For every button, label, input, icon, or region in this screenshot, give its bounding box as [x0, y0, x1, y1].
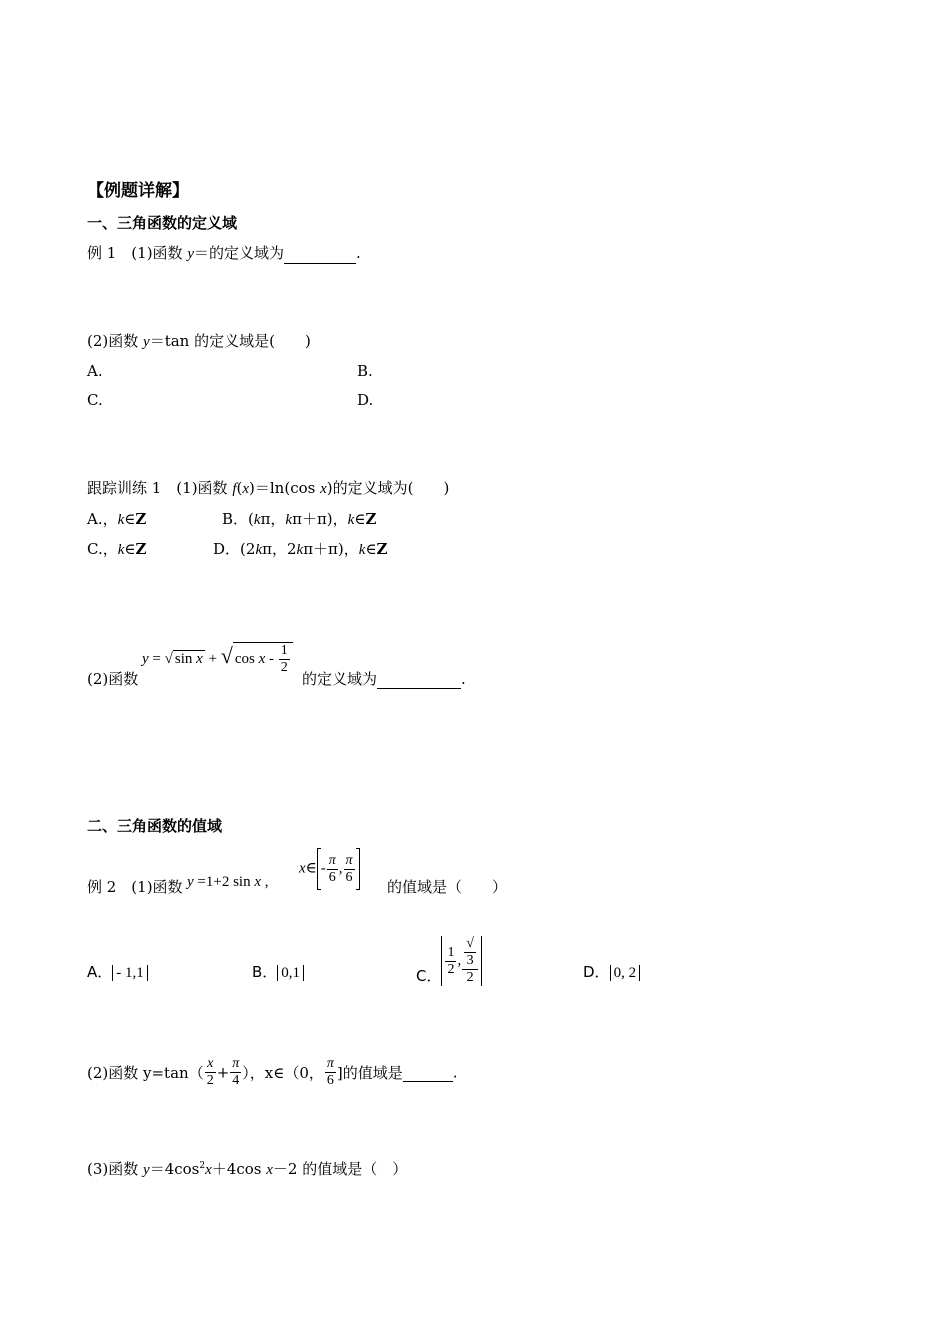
ex2-1-in: ∈	[305, 860, 317, 877]
sqrt-cos	[233, 642, 293, 676]
ex2-d-val: 0, 2	[610, 965, 641, 981]
ex2-2-frac2	[230, 1056, 241, 1089]
ex1-2-option-c: C.	[87, 391, 103, 409]
ex2-2-end: .	[452, 1063, 458, 1082]
tr1-option-d	[213, 539, 388, 560]
tr1-2-sin: sin	[174, 650, 197, 667]
tr1-a-z: Z	[135, 510, 147, 528]
ex2-c-num1: 1	[447, 944, 455, 960]
ex1-1-prefix: 例 1 (1)函数	[87, 244, 188, 262]
ex2-1-eq: =1+2 sin	[193, 874, 255, 890]
example-1-part-1	[87, 243, 361, 264]
ex2-2-pi2: π	[326, 1056, 334, 1071]
ex2-2-plus: +	[216, 1063, 230, 1082]
ex2-2-suffix: ]的值域是	[336, 1064, 403, 1082]
ex1-1-var: y	[187, 246, 194, 262]
ex2-1-options	[0, 936, 950, 996]
ex2-2-frac1	[205, 1056, 216, 1089]
ex2-1-func	[187, 874, 269, 891]
ex2-a-label: A．	[87, 963, 113, 981]
tr1-2-end: .	[461, 670, 466, 688]
ex2-1-y: y	[187, 874, 194, 890]
sqrt-icon: √	[164, 650, 173, 667]
tr1-2-y: y	[142, 650, 149, 667]
example-1-part-2	[87, 331, 311, 352]
tr1-c-in: ∈	[124, 540, 136, 558]
section-2-title: 二、三角函数的值域	[87, 817, 223, 835]
answer-blank-3	[403, 1063, 453, 1082]
tr1-d-end: π＋π)，	[303, 540, 359, 558]
ex2-1-six2: 6	[345, 869, 353, 885]
ex2-1-frac1	[327, 853, 338, 886]
tr1-2-cos: cos	[234, 650, 259, 667]
ex2-c-root: 3	[464, 952, 476, 969]
ex2-3-b: ＋4cos	[211, 1160, 267, 1178]
ex2-a-val: - 1,1	[112, 965, 148, 981]
tr1-option-a	[87, 509, 146, 530]
tr1-option-b	[222, 509, 376, 530]
ex2-1-x2: x	[299, 860, 306, 877]
ex2-1-neg: -	[320, 860, 326, 877]
ex2-b-label: B．	[252, 963, 278, 981]
ex2-1-suffix: 的值域是（ ）	[387, 878, 508, 896]
tr1-c-k: k	[117, 542, 125, 558]
tr1-1-prefix: 跟踪训练 1 (1)函数	[87, 479, 233, 497]
ex2-2-two: 2	[206, 1073, 214, 1088]
ex2-2-frac3	[325, 1056, 336, 1089]
frac-den: 2	[280, 660, 288, 675]
ex2-c-den2: 2	[466, 970, 474, 985]
tr1-1-x: x	[242, 481, 250, 497]
ex2-opt-c	[416, 936, 482, 986]
tr1-c-z: Z	[135, 540, 147, 558]
tr1-d-k1: k	[255, 542, 263, 558]
ex2-c-val	[441, 936, 481, 986]
ex2-2-four: 4	[232, 1073, 240, 1088]
tr1-1-end: )的定义域为( )	[326, 479, 450, 497]
tr1-b-label: B．(	[222, 510, 254, 528]
tr1-d-z: Z	[376, 540, 388, 558]
ex2-2-six: 6	[326, 1073, 334, 1088]
ex2-3-a: ＝4cos	[149, 1160, 200, 1178]
tr1-2-eq: =	[148, 650, 165, 667]
answer-blank	[284, 243, 356, 264]
tr1-a-k: k	[117, 512, 125, 528]
ex2-d-label: D．	[583, 963, 610, 981]
ex2-3-x: x	[205, 1162, 212, 1178]
tr1-a-label: A.，	[87, 510, 118, 528]
ex2-2-prefix: (2)函数 y=tan（	[87, 1064, 204, 1082]
fraction-half	[279, 643, 290, 676]
right-bracket-icon	[356, 848, 360, 890]
ex2-c-frac2	[462, 936, 478, 986]
tr1-1-mid: )＝ln(cos	[249, 479, 321, 497]
tr1-d-k3: k	[358, 542, 366, 558]
ex2-3-y: y	[143, 1162, 150, 1178]
tr1-b-k1: k	[253, 512, 261, 528]
tr1-b-k3: k	[347, 512, 355, 528]
section-header: 【例题详解】	[87, 181, 189, 201]
section-1-title: 一、三角函数的定义域	[87, 214, 238, 232]
sqrt-icon-2: √	[220, 642, 233, 668]
ex2-c-sep: ,	[457, 952, 462, 969]
ex2-2-mid: ），x∈（0，	[242, 1064, 324, 1082]
ex2-1-domain	[299, 848, 360, 890]
tr1-d-mid: π，2	[262, 540, 297, 558]
ex1-2-option-a: A.	[87, 362, 103, 380]
tr1-2-x: x	[196, 650, 203, 667]
ex1-1-end: .	[356, 244, 361, 262]
sqrt-icon-3: √	[466, 936, 474, 951]
ex2-c-num2	[462, 936, 478, 970]
ex2-opt-b	[252, 962, 304, 983]
tr1-2-suffix-wrap	[302, 668, 466, 689]
tr1-2-plus: +	[204, 650, 221, 667]
ex2-1-frac2	[344, 853, 355, 886]
tr1-b-k2: k	[285, 512, 293, 528]
tr1-d-in: ∈	[365, 540, 377, 558]
tr1-2-x2: x	[258, 650, 266, 667]
ex2-opt-d	[583, 962, 640, 983]
ex2-3-c: －2 的值域是（ ）	[272, 1160, 408, 1178]
ex2-opt-a	[87, 962, 148, 983]
tr1-2-suffix: 的定义域为	[302, 670, 378, 688]
ex2-3-sup: 2	[199, 1161, 206, 1171]
answer-blank-2	[377, 670, 461, 689]
ex2-1-pi1: π	[328, 852, 336, 868]
ex1-2-text: ＝tan 的定义域是( )	[149, 332, 311, 350]
tr1-2-minus: -	[265, 650, 278, 667]
tr1-2-prefix: (2)函数	[87, 670, 139, 688]
tr1-1-f: f	[232, 481, 237, 497]
ex2-1-comma: ,	[261, 874, 269, 890]
tr1-b-end: π＋π)，	[292, 510, 348, 528]
sqrt-sin	[173, 650, 205, 668]
tr1-b-mid: π，	[260, 510, 286, 528]
ex2-3-x2: x	[266, 1162, 273, 1178]
ex2-1-prefix: 例 2 (1)函数	[87, 878, 183, 896]
ex2-b-val: 0,1	[277, 965, 304, 981]
ex2-c-label: C．	[416, 966, 442, 985]
tr1-c-label: C.，	[87, 540, 118, 558]
ex2-1-x: x	[254, 874, 262, 890]
tr1-b-in: ∈	[354, 510, 366, 528]
training-1-part-1: 跟踪训练 1 (1)函数 f(x)＝ln(cos x)的定义域为( )	[87, 479, 450, 497]
tr1-d-label: D．(2	[213, 540, 256, 558]
ex2-2-xn: x	[205, 1056, 216, 1073]
example-2-part-2	[87, 1056, 458, 1102]
ex1-2-option-d: D.	[357, 391, 374, 409]
frac-num: 1	[280, 643, 288, 658]
ex1-2-prefix: (2)函数	[87, 332, 144, 350]
tr1-d-k2: k	[296, 542, 304, 558]
ex2-c-den1: 2	[447, 961, 455, 977]
tr1-1-x2: x	[320, 481, 327, 497]
ex2-1-six1: 6	[328, 869, 336, 885]
ex2-1-pi2: π	[345, 852, 353, 868]
tr1-a-in: ∈	[124, 510, 136, 528]
ex1-1-text: ＝的定义域为	[194, 244, 285, 262]
ex2-3-prefix: (3)函数	[87, 1160, 144, 1178]
tr1-option-c	[87, 539, 146, 560]
ex1-2-option-b: B.	[357, 362, 373, 380]
example-2-part-3	[87, 1156, 407, 1180]
tr1-b-z: Z	[365, 510, 377, 528]
tr1-2-formula	[142, 642, 293, 676]
ex1-2-var: y	[143, 334, 150, 350]
ex2-c-frac1	[445, 945, 456, 978]
ex2-2-pi: π	[232, 1056, 240, 1071]
ex2-1-sep: ,	[338, 860, 343, 877]
